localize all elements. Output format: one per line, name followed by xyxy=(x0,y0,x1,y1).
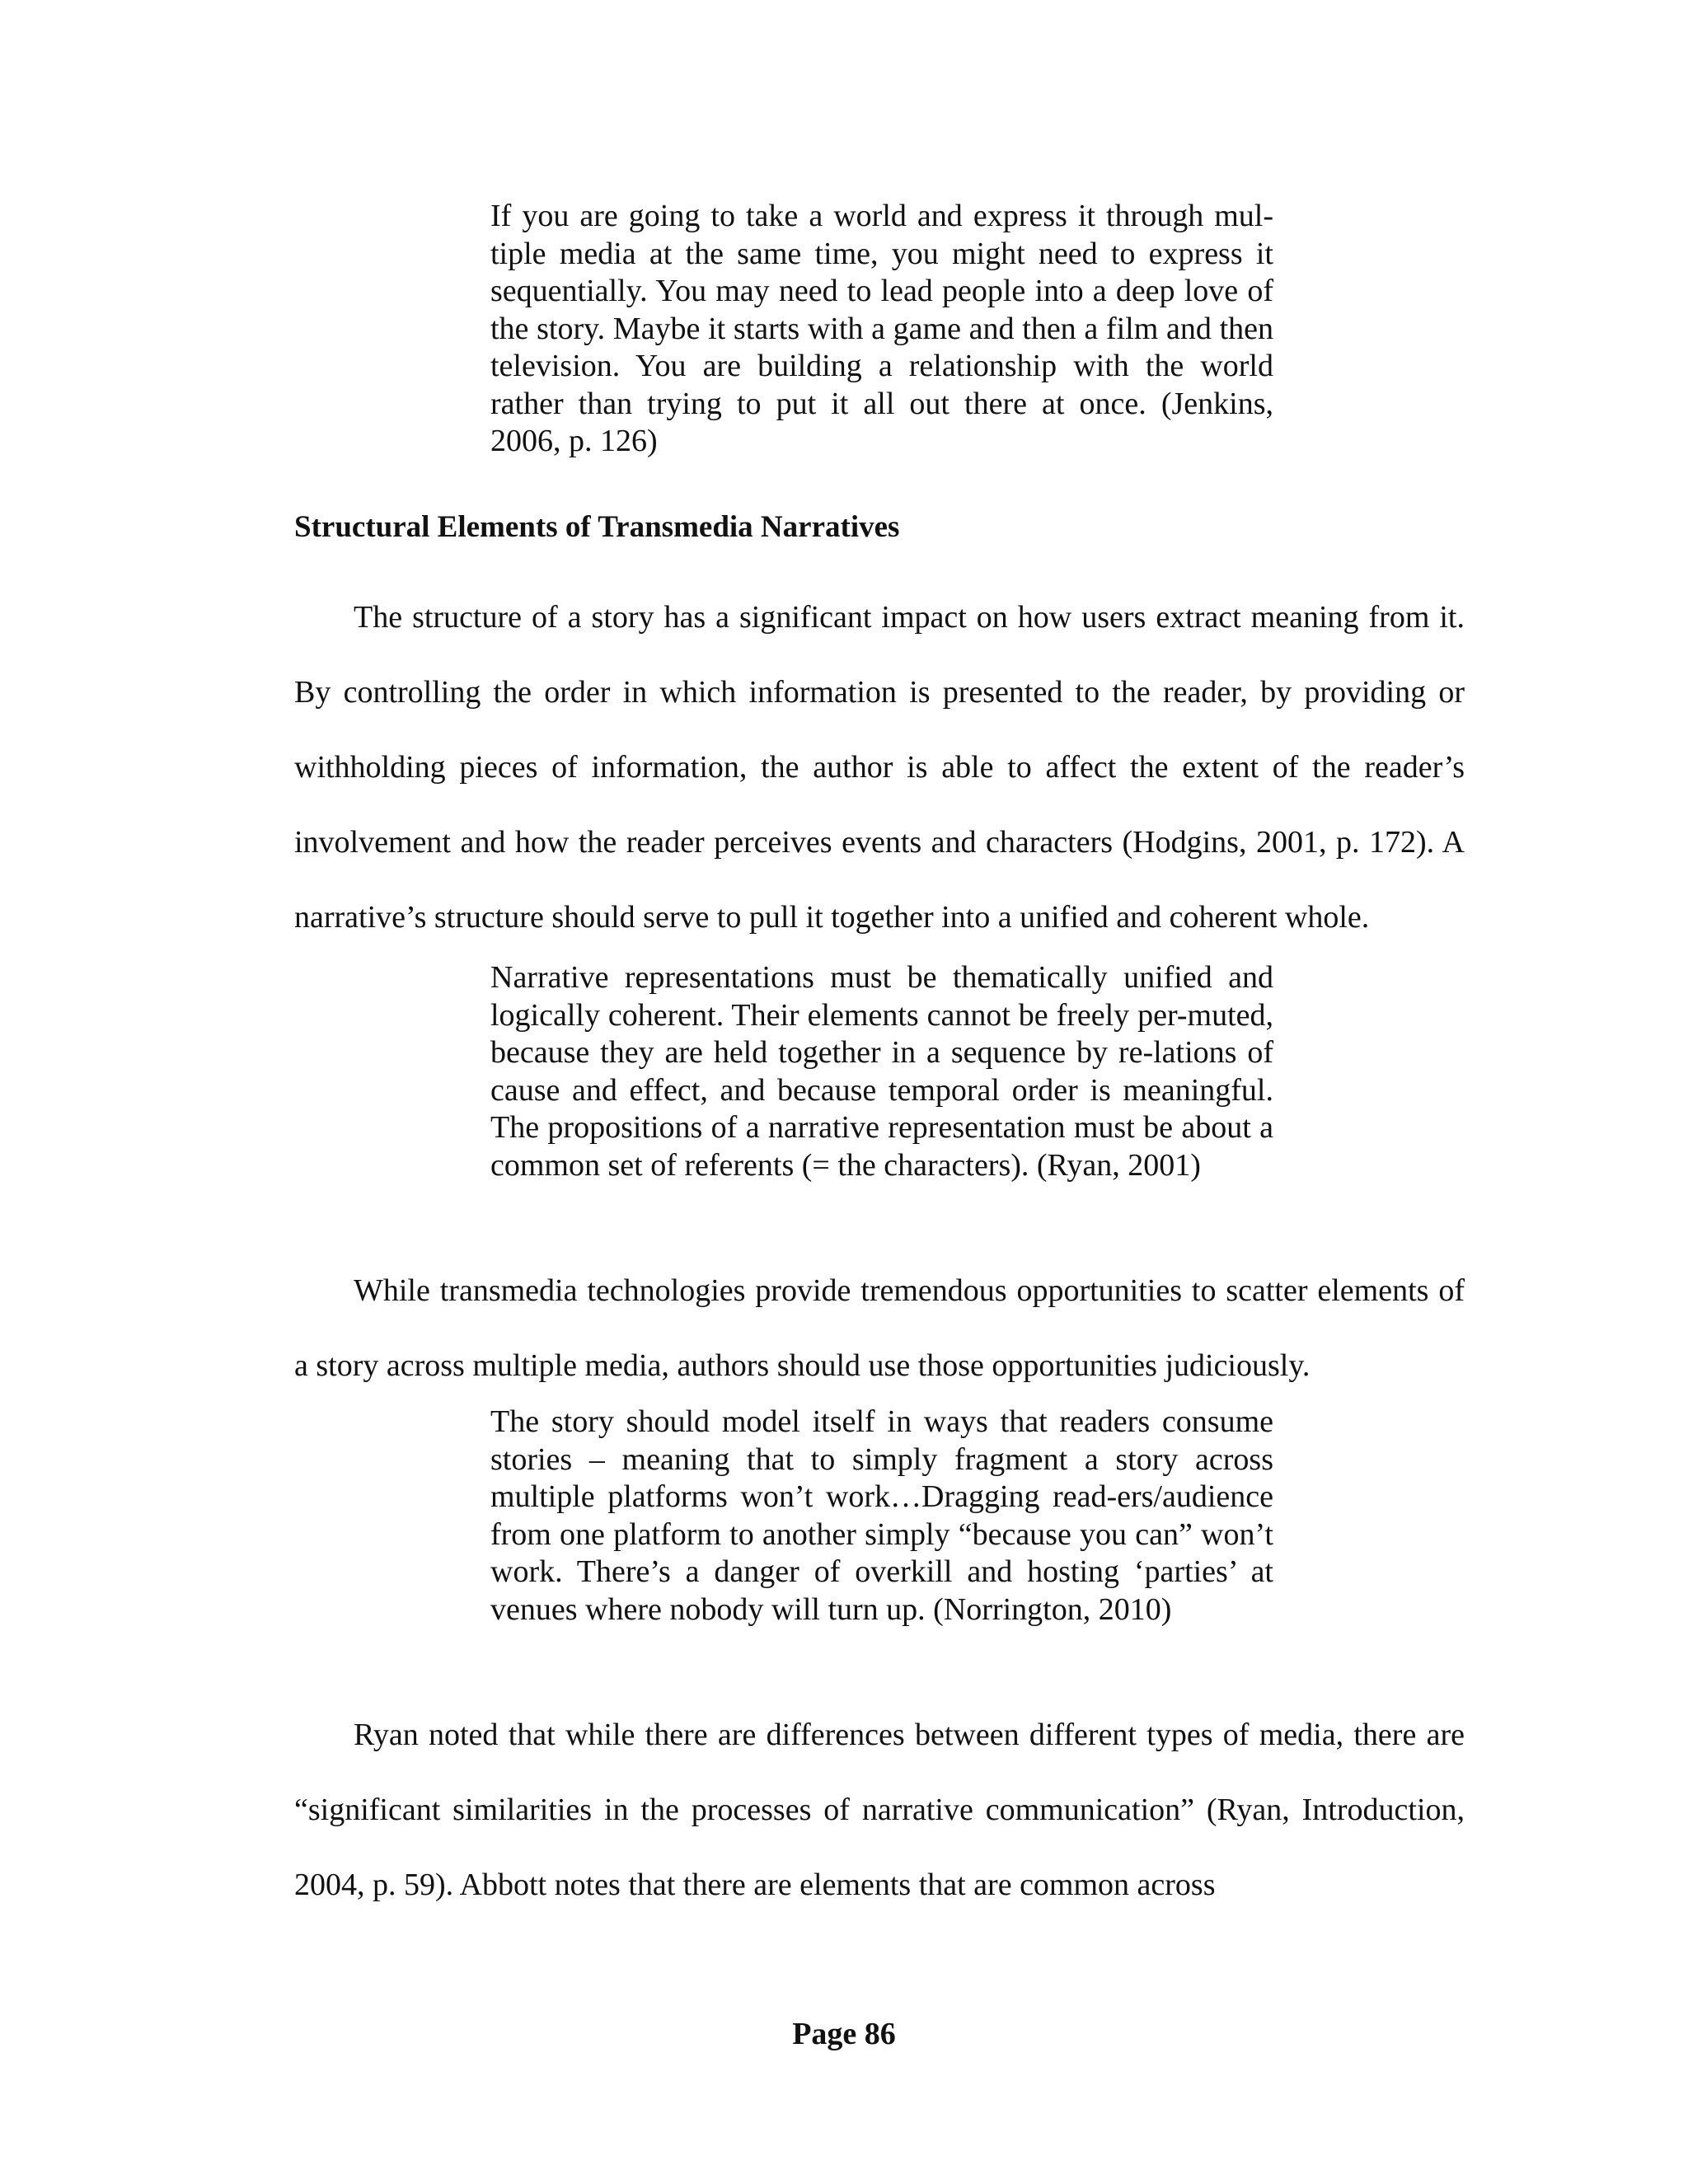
body-paragraph-structure: The structure of a story has a significant impact on how users extract meaning from it. By controlling the order in which information is presented to the reader, by providing or withholding pieces of information, the author is able to affect the extent of the reader’s involvement and how the reader perceives events and characters (Hodgins, 2001, p. 172). A narrative’s structure should serve to pull it together into a unified and coherent whole. xyxy=(294,600,1465,935)
block-quote-norrington: The story should model itself in ways that readers consume stories – meaning that to simply fragment a story across multiple platforms won’t work…Dragging read-ers/audience from one platform to another simply “because you can” won’t work. There’s a danger of overkill and hosting ‘parties’ at venues where nobody will turn up. (Norrington, 2010) xyxy=(490,1404,1273,1627)
page-number: Page 86 xyxy=(792,2017,896,2051)
body-paragraph-transmedia: While transmedia technologies provide tremendous opportunities to scatter elements of a story across multiple media, authors should use those opportunities judiciously. xyxy=(294,1273,1465,1383)
block-quote-jenkins: If you are going to take a world and express it through mul-tiple media at the same time, you might need to express it sequentially. You may need to lead people into a deep love of the story. Maybe it starts with a game and then a film and then television. You are building a relationship with the world rather than trying to put it all out there at once. (Jenkins, 2006, p. 126) xyxy=(490,199,1273,458)
block-quote-ryan: Narrative representations must be thematically unified and logically coherent. Their elements cannot be freely per-muted, because they are held together in a sequence by re-lations of cause and effect, and because temporal order is meaningful. The propositions of a narrative representation must be about a common set of referents (= the characters). (Ryan, 2001) xyxy=(490,960,1273,1183)
section-heading: Structural Elements of Transmedia Narratives xyxy=(294,510,900,544)
body-paragraph-ryan: Ryan noted that while there are differences between different types of media, there are “significant similarities in the processes of narrative communication” (Ryan, Introduction, 2004, p. 59). Abbott notes that there are elements that are common across xyxy=(294,1718,1465,1902)
